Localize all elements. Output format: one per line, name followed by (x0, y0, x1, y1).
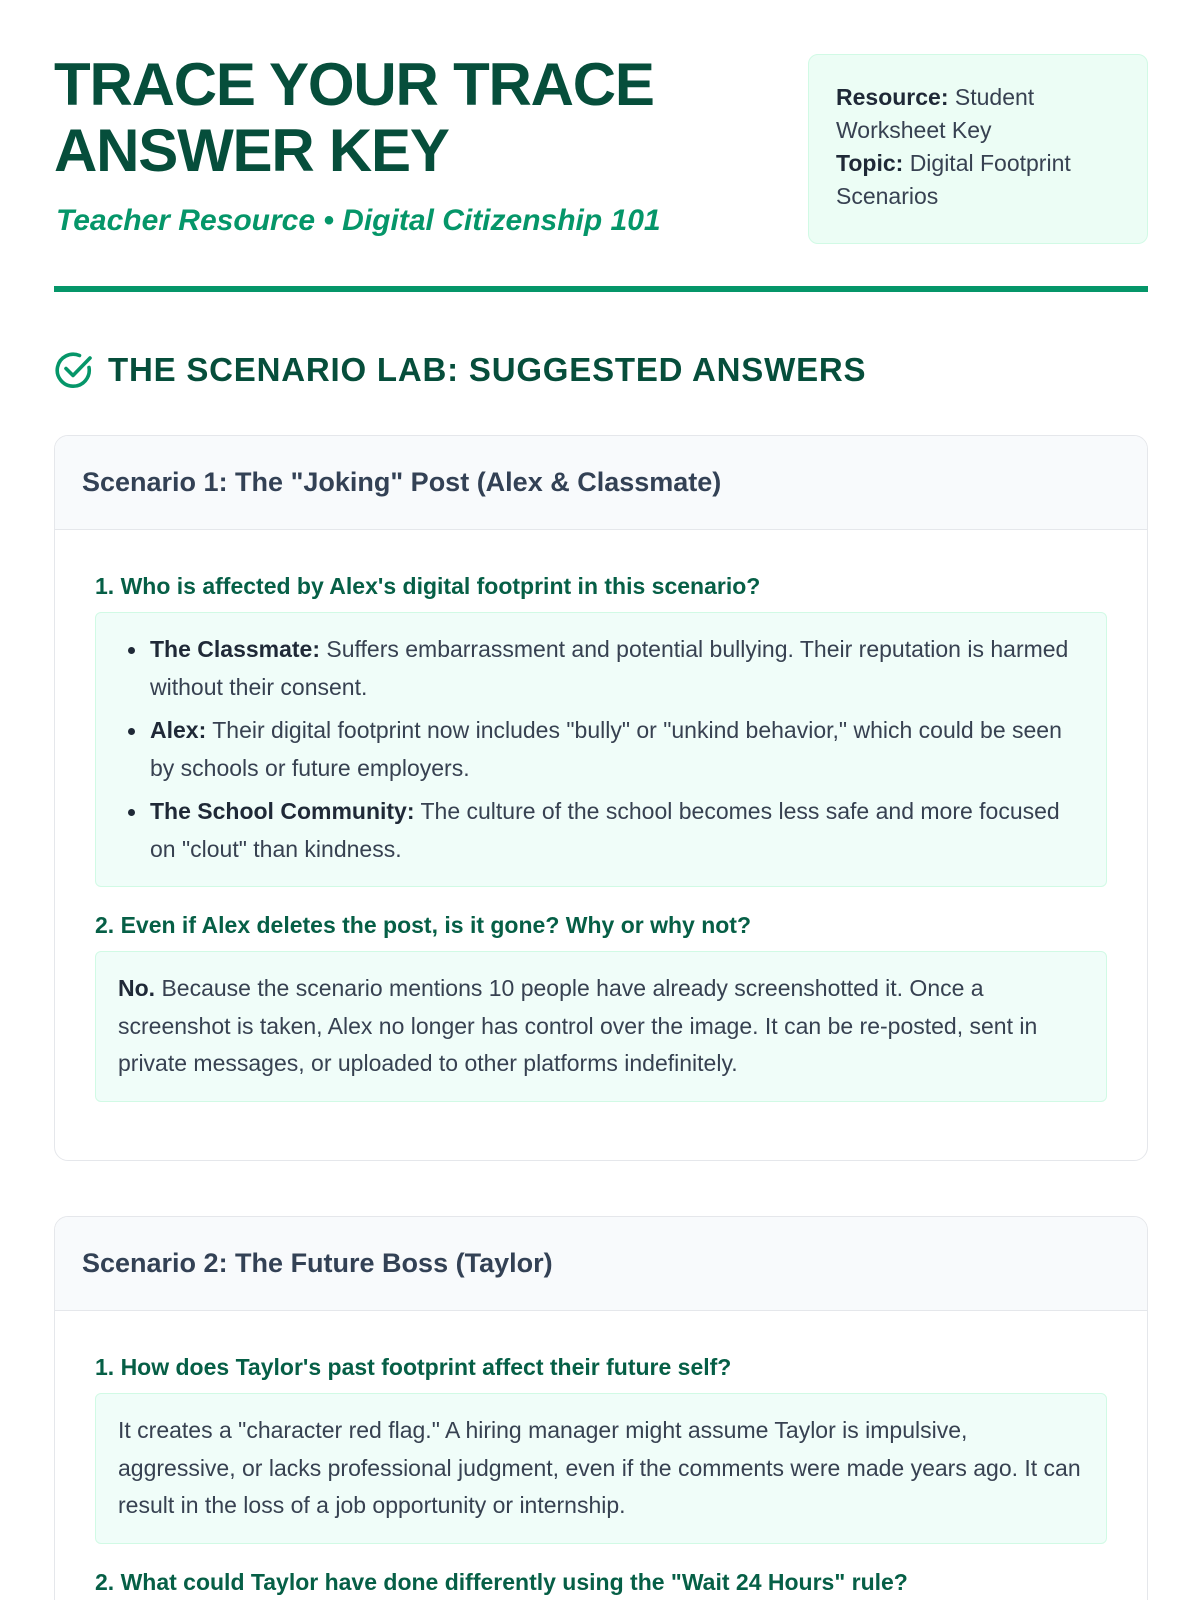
answer-box (95, 951, 1107, 1102)
title-line-2: ANSWER KEY (54, 117, 449, 184)
answer-box (95, 1393, 1107, 1544)
section-title: THE SCENARIO LAB: SUGGESTED ANSWERS (108, 351, 867, 388)
list-item (150, 793, 1084, 868)
answer-box (95, 612, 1107, 887)
answer-label: No. (118, 975, 156, 1001)
question-heading: 2. What could Taylor have done differently using the "Wait 24 Hours" rule? (95, 1568, 908, 1595)
answer-text: Their digital footprint now includes "bully" or "unkind behavior," which could be seen by schools or future employers. (150, 717, 1062, 781)
scenario-title: Scenario 2: The Future Boss (Taylor) (82, 1248, 553, 1278)
resource-label: Resource: (836, 84, 949, 110)
header-divider (54, 286, 1148, 292)
answer-text: Because the scenario mentions 10 people have already screenshotted it. Once a screenshot is taken, Alex no longer has control over the image. It can be re-posted, sent in private messages, or uploaded to other platforms indefinitely. (118, 975, 1038, 1076)
scenario-card-header (55, 1217, 1147, 1311)
scenario-title: Scenario 1: The "Joking" Post (Alex & Classmate) (82, 467, 722, 497)
topic-value: Digital Footprint Scenarios (836, 150, 1071, 209)
check-circle-icon (54, 350, 94, 390)
page-subtitle: Teacher Resource • Digital Citizenship 101 (56, 204, 661, 237)
title-line-1: TRACE YOUR TRACE (54, 51, 654, 118)
question-heading: 1. Who is affected by Alex's digital footprint in this scenario? (95, 573, 761, 599)
scenario-card-body (55, 530, 1147, 1142)
answer-text: The culture of the school becomes less safe and more focused on "clout" than kindness. (150, 798, 1060, 862)
scenario-card-2 (54, 1216, 1148, 1600)
answer-text: It creates a "character red flag." A hiring manager might assume Taylor is impulsive, aggressive, or lacks professional judgment, even if the comments were made years ago. It can result in the loss of a job opportunity or internship. (118, 1417, 1081, 1518)
scenario-card-1 (54, 435, 1148, 1161)
answer-label: The Classmate: (150, 636, 321, 662)
resource-info-box (808, 54, 1148, 244)
resource-value: Student Worksheet Key (836, 84, 1035, 143)
question-heading: 1. How does Taylor's past footprint affect their future self? (95, 1354, 732, 1380)
answer-key-page (54, 0, 1148, 1595)
scenario-card-header (55, 436, 1147, 530)
page-title (54, 52, 754, 184)
answer-text: Suffers embarrassment and potential bullying. Their reputation is harmed without their consent. (150, 636, 1069, 700)
question-heading: 2. Even if Alex deletes the post, is it gone? Why or why not? (95, 912, 752, 938)
page-header (54, 0, 1148, 296)
list-item (150, 631, 1084, 706)
answer-label: Alex: (150, 717, 207, 743)
answer-list (118, 631, 1084, 868)
topic-label: Topic: (836, 150, 904, 176)
list-item (150, 712, 1084, 787)
section-heading (54, 350, 866, 390)
scenario-card-body (55, 1311, 1147, 1600)
answer-label: The School Community: (150, 798, 415, 824)
